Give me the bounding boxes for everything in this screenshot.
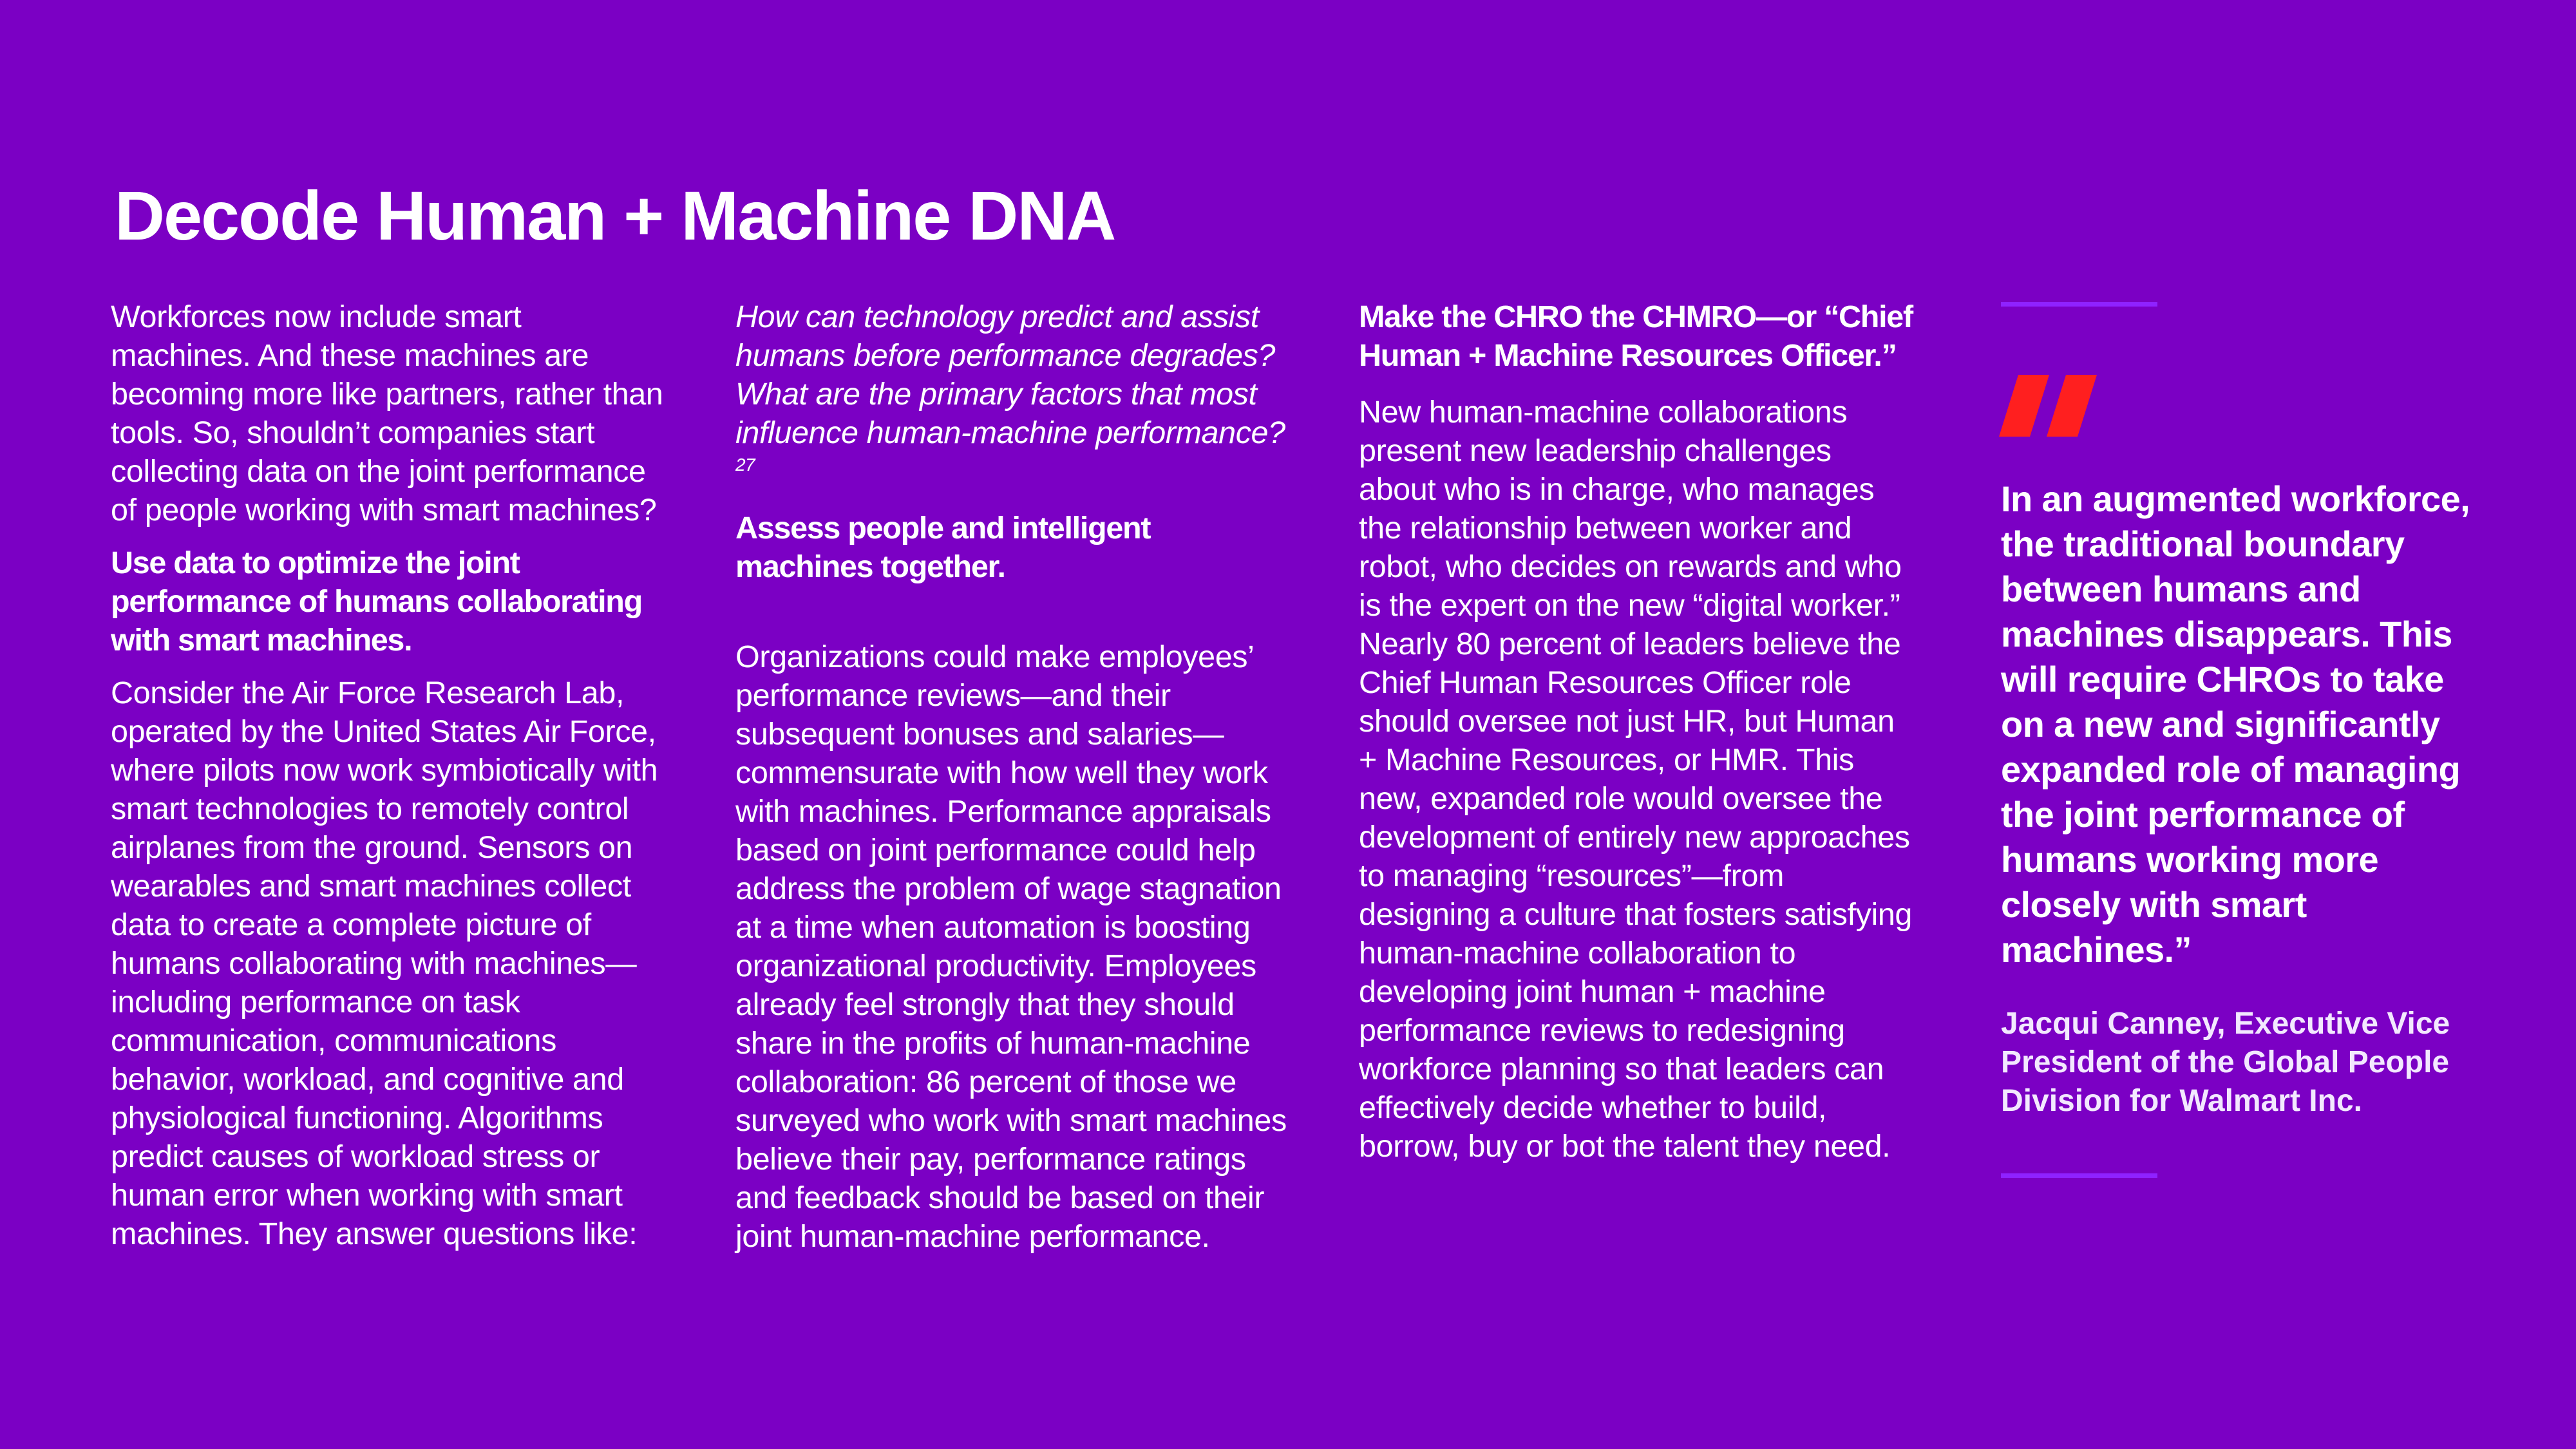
section-heading-assess: Assess people and intelligent machines together. [735,511,1151,584]
quote-top-rule [2001,302,2157,307]
page-title: Decode Human + Machine DNA [115,176,1115,254]
body-paragraph-performance-reviews: Organizations could make employees’ performance reviews—and their subsequent bonuses and salaries—commensurate with how well they work with machines. Performance appraisals based on joint performance could help address the problem of wage stagnation at a time when automation is boosting organizational productivity. Employees already feel strongly that they should share in the profits of human-machine collaboration: 86 percent of those we surveyed who work with smart machines believe their pay, performance ratings and feedback should be based on their joint human-machine performance. [735,639,1287,1254]
question-text: How can technology predict and assist humans before performance degrades? What are the primary factors that most influence human-machine performance? [735,299,1285,450]
question-paragraph [735,298,1289,491]
quote-bottom-rule [2001,1173,2157,1178]
section-heading-use-data: Use data to optimize the joint performance of humans collaborating with smart machines. [111,545,642,658]
column-1 [111,298,665,1253]
body-paragraph-leadership: New human-machine collaborations present new leadership challenges about who is in charge, who manages the relationship between worker and robot, who decides on rewards and who is the expert on the new “digital worker.” Nearly 80 percent of leaders believe the Chief Human Resources Officer role should oversee not just HR, but Human + Machine Resources, or HMR. This new, expanded role would oversee the development of entirely new approaches to managing “resources”—from designing a culture that fosters satisfying human-machine collaboration to developing joint human + machine performance reviews to redesigning workforce planning so that leaders can effectively decide whether to build, borrow, buy or bot the talent they need. [1359,395,1912,1164]
intro-paragraph: Workforces now include smart machines. And these machines are becoming more like partners, rather than tools. So, shouldn’t companies start collecting data on the joint performance of people working with smart machines? [111,299,663,527]
column-2 [735,298,1289,1256]
column-3 [1359,298,1913,1166]
pull-quote-text: In an augmented workforce, the traditional boundary between humans and machines disappears. This will require CHROs to take on a new and significantly expanded role of managing the joint performance of humans working more closely with smart machines.” [2001,478,2470,970]
footnote-marker: 27 [735,454,755,475]
body-paragraph-air-force: Consider the Air Force Research Lab, operated by the United States Air Force, where pilots now work symbiotically with smart technologies to remotely control airplanes from the ground. Sensors on wearables and smart machines collect data to create a complete picture of humans collaborating with machines—including performance on task communication, communications behavior, workload, and cognitive and physiological functioning. Algorithms predict causes of workload stress or human error when working with smart machines. They answer questions like: [111,676,658,1251]
section-heading-chmro: Make the CHRO the CHMRO—or “Chief Human + Machine Resources Officer.” [1359,299,1913,373]
quote-mark-icon [1999,375,2097,437]
pull-quote-attribution: Jacqui Canney, Executive Vice President of the Global People Division for Walmart Inc. [2001,1007,2450,1118]
